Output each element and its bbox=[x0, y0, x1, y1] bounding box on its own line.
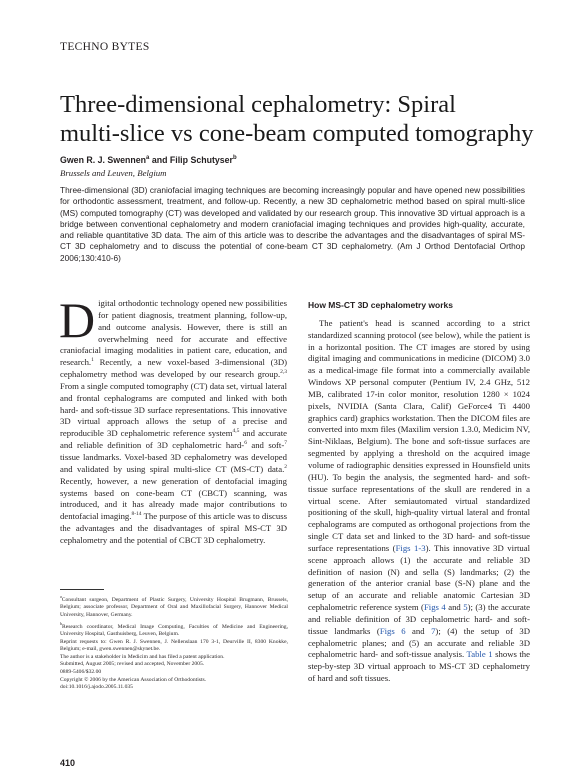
author-1-mark: a bbox=[146, 155, 150, 162]
author-separator: and bbox=[149, 155, 170, 165]
affiliation: Brussels and Leuven, Belgium bbox=[60, 168, 167, 178]
method-text-2: ). This innovative 3D virtual scene approach allows (1) the accurate and reliable 3D definition of nasion (N) and sella (S) landmarks; (2) the generation of the anterior cranial base (S-N) plane and the setup of an accurate and reliable anatomic Cartesian 3D cephalometric reference system ( bbox=[308, 542, 530, 613]
right-column bbox=[308, 300, 530, 685]
figure-link[interactable]: Figs 1-3 bbox=[395, 542, 426, 553]
reprint-requests: Reprint requests to: Gwen R. J. Swennen, J. Nellenslaan 170 3-1, Deurville II, 8300 Knokke, Belgium; e-mail, gwen.swennen@skynet.be. bbox=[60, 638, 288, 653]
reference-marker: 2,3 bbox=[280, 369, 287, 376]
title-line-2: multi-slice vs cone-beam computed tomography bbox=[60, 120, 534, 147]
intro-text-2: Recently, a new voxel-based 3-dimensional (3D) cephalometry method was developed by our research group. bbox=[60, 357, 287, 380]
issn: 0889-5406/$32.00 bbox=[60, 669, 102, 676]
method-paragraph bbox=[308, 318, 530, 685]
figure-link[interactable]: Figs 4 bbox=[423, 602, 446, 613]
page-number: 410 bbox=[60, 758, 76, 768]
title-line-1: Three-dimensional cephalometry: Spiral bbox=[60, 91, 456, 118]
method-text-3: and bbox=[445, 602, 464, 613]
copyright: Copyright © 2006 by the American Association of Orthodontists. bbox=[60, 676, 207, 683]
method-text-5: and bbox=[405, 625, 432, 636]
reference-marker: 2 bbox=[284, 463, 287, 470]
left-column bbox=[59, 292, 287, 547]
reference-marker: 1 bbox=[91, 357, 94, 364]
intro-text-1: igital orthodontic technology opened new possibilities for patient diagnosis, treatment planning, follow-up, and outcome analysis. However, there is still an overwhelming need for accurate and effective craniofacial imaging modalities in patient care, education, and research. bbox=[60, 298, 287, 368]
intro-paragraph bbox=[59, 292, 287, 547]
reference-marker: 7 bbox=[284, 440, 287, 447]
figure-link[interactable]: 7 bbox=[431, 625, 436, 636]
figure-link[interactable]: 5 bbox=[463, 602, 468, 613]
submission-dates: Submitted, August 2005; revised and accepted, November 2005. bbox=[60, 661, 205, 668]
intro-text-5: and soft- bbox=[246, 440, 285, 451]
method-text-1: The patient's head is scanned according to a strict standardized scanning protocol (see below), while the patient is in a horizontal position. The CT images are stored by using digital imaging and communications in medicine (DICOM) 3.0 as a medical-image file format into a commercially available Windows XP personal computer (Pentium IV, 2.4 GHz, 512 MB, calibrated 17-in color monitor, resolution 1280 × 1024 pixels, NVIDIA (Santa Clara, Calif) GeForce4 Ti 4400 graphics card) graphics workstation. Then the DICOM files are converted into mxm files (Maxilim version 1.3.0, Medicim NV, Sint-Niklaas, Belgium). The bone and soft-tissue surfaces are segmented by applying a threshold on the acquired image volume of radiographic densities expressed in Hounsfield units (HU). To begin the analysis, the segmented hard- and soft-tissue surface representations of the skull are rendered in a virtual scene. After semiautomated virtual standardized positioning of the skull, high-quality virtual lateral and frontal cephalograms are computed as orthogonal projections from the single CT data set and linked to the 3D hard- and soft-tissue surface representations ( bbox=[308, 317, 530, 553]
footnote-mark: a bbox=[60, 594, 62, 599]
abstract: Three-dimensional (3D) craniofacial imaging techniques are becoming increasingly popular and have opened new possibilities for orthodontic assessment, treatment, and follow-up. Recently, a new 3D cephalometric method based on spiral multi-slice (MS) computed tomography (CT) was developed and validated by our research group. This innovative 3D virtual approach is a bridge between conventional cephalometry and modern craniofacial imaging techniques and provides high-quality, accurate, and reliable quantitative 3D data. The aim of this article was to describe the advantages and the disadvantages of spiral MS-CT 3D cephalometry and to discuss the potential of cone-beam CT 3D cephalometry. (Am J Orthod Dentofacial Orthop 2006;130:410-6) bbox=[60, 185, 525, 263]
intro-text-4: and accurate and reliable definition of 3D cephalometric hard- bbox=[60, 428, 287, 451]
section-heading: How MS-CT 3D cephalometry works bbox=[308, 300, 454, 310]
section-label: TECHNO BYTES bbox=[60, 41, 150, 53]
drop-cap: D bbox=[59, 292, 96, 348]
method-text-4: ); (3) the accurate and reliable definition of 3D cephalometric hard- and soft-tissue landmarks ( bbox=[308, 602, 530, 636]
reference-marker: 8-14 bbox=[131, 511, 142, 518]
reference-marker: 4,5 bbox=[232, 428, 240, 435]
footnote-text: Consultant surgeon, Department of Plastic Surgery, University Hospital Brugmann, Brussels, Belgium; associate professor, Department of Oral and Maxillofacial Surgery, Hannover Medical University, Hannover, Germany. bbox=[60, 596, 288, 619]
article-title bbox=[60, 90, 540, 148]
intro-text-7: Recently, however, a new generation of dentofacial imaging systems based on cone-beam CT (CBCT) scanning, was introduced, and it has already made major contributions to dentofacial imaging. bbox=[60, 475, 287, 522]
author-2: Filip Schutyser bbox=[169, 155, 233, 165]
reference-marker: 6 bbox=[244, 440, 247, 447]
table-link[interactable]: Table 1 bbox=[466, 649, 493, 660]
figure-link[interactable]: Figs 6 bbox=[379, 625, 406, 636]
doi: doi:10.1016/j.ajodo.2005.11.035 bbox=[60, 684, 133, 691]
author-list bbox=[60, 155, 237, 165]
footnote-b bbox=[60, 620, 288, 639]
footnote-divider bbox=[60, 589, 104, 590]
stakeholder-note: The author is a stakeholder in Medicim and has filed a patent application. bbox=[60, 653, 225, 660]
intro-text-3: From a single computed tomography (CT) data set, virtual lateral and frontal cephalograms are computed and linked with both hard- and soft-tissue 3D surface representations. This innovative 3D virtual approach allows the setup of a precise and reproducible 3D cephalometric reference system bbox=[60, 380, 287, 439]
method-text-6: ); (4) the setup of 3D cephalometric planes; and (5) an accurate and reliable 3D cephalometric hard- and soft-tissue analysis. bbox=[308, 625, 530, 660]
footnotes bbox=[60, 593, 288, 692]
author-1: Gwen R. J. Swennen bbox=[60, 155, 147, 165]
author-2-mark: b bbox=[232, 155, 237, 162]
intro-text-8: The purpose of this article was to discuss the advantages and the disadvantages of spiral MS-CT 3D cephalometry and the potential of CBCT 3D cephalometry. bbox=[60, 511, 287, 545]
footnote-a bbox=[60, 593, 288, 620]
footnote-mark: b bbox=[60, 620, 62, 626]
footnote-text: Research coordinator, Medical Image Computing, Faculties of Medicine and Engineering, University Hospital, Gasthuisberg, Leuven, Belgium. bbox=[60, 623, 288, 638]
intro-text-6: tissue landmarks. Voxel-based 3D cephalometry was developed and validated by using spiral multi-slice CT (MS-CT) data. bbox=[60, 451, 287, 474]
method-text-7: shows the step-by-step 3D virtual approach to MS-CT 3D cephalometry of hard and soft tissues. bbox=[308, 649, 531, 684]
